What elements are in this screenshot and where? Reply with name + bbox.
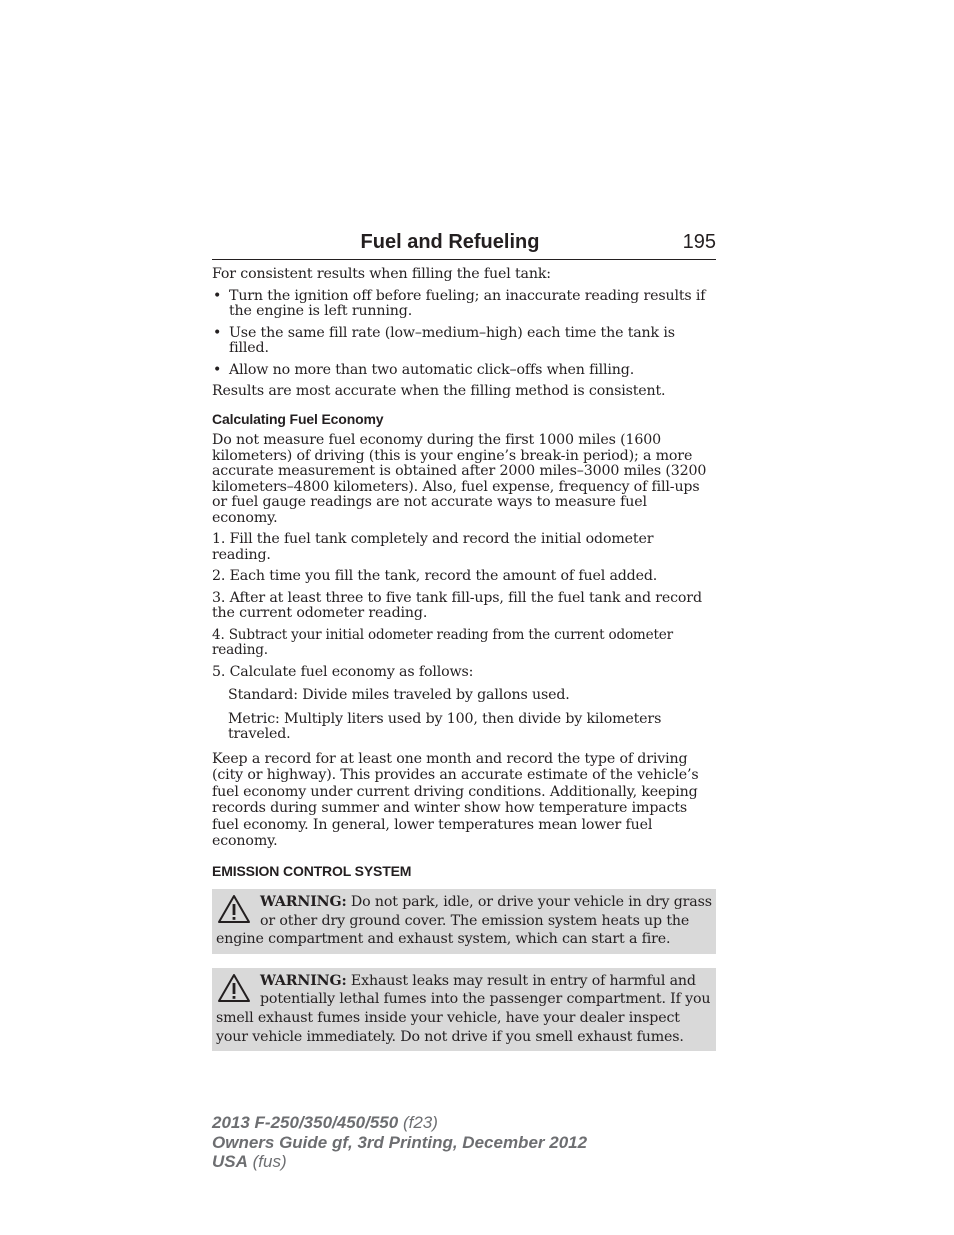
page-body <box>212 267 716 1065</box>
warning-label: WARNING: <box>260 894 347 910</box>
list-item: • Allow no more than two automatic click–offs when filling. <box>212 363 716 379</box>
emission-heading: EMISSION CONTROL SYSTEM <box>212 862 412 879</box>
standard-formula: Standard: Divide miles traveled by gallons used. <box>228 687 570 703</box>
warning-label: WARNING: <box>260 972 347 989</box>
list-item: • Use the same fill rate (low–medium–high) each time the tank is filled. <box>212 326 716 357</box>
footer-market-code: (fus) <box>247 1152 287 1171</box>
step-4: 4. Subtract your initial odometer reading from the current odometer reading. <box>212 626 673 658</box>
footer-model-code: (f23) <box>398 1113 438 1132</box>
page-number: 195 <box>682 231 716 253</box>
page-footer <box>212 1113 587 1172</box>
step-5: 5. Calculate fuel economy as follows: <box>212 663 474 680</box>
bullet-list <box>212 289 716 379</box>
footer-market: USA <box>212 1152 248 1171</box>
step-1: 1. Fill the fuel tank completely and record the initial odometer reading. <box>212 531 654 563</box>
warning-box <box>212 968 716 1051</box>
footer-edition: Owners Guide gf, 3rd Printing, December 2012 <box>212 1132 588 1152</box>
page-header <box>212 229 716 260</box>
step-2: 2. Each time you fill the tank, record the amount of fuel added. <box>212 568 658 584</box>
list-item: • Turn the ignition off before fueling; an inaccurate reading results if the engine is left running. <box>212 289 716 320</box>
warning-triangle-icon <box>217 894 251 924</box>
section-title: Fuel and Refueling <box>360 231 540 253</box>
calc-intro: Do not measure fuel economy during the first 1000 miles (1600 kilometers) of driving (this is your engine’s break-in period); a more accurate measurement is obtained after 2000 miles–3000 miles (3200 kilometers–4800 kilometers). Also, fuel expense, frequency of fill-ups or fuel gauge readings are not accurate ways to measure fuel economy. <box>212 432 707 526</box>
warning-text: Exhaust leaks may result in entry of harmful and potentially lethal fumes into the passenger compartment. If you smell exhaust fumes inside your vehicle, have your dealer inspect your vehicle immediately. Do not drive if you smell exhaust fumes. <box>216 972 711 1045</box>
warning-triangle-icon <box>217 973 251 1003</box>
calc-heading: Calculating Fuel Economy <box>212 410 384 427</box>
metric-formula: Metric: Multiply liters used by 100, then divide by kilometers traveled. <box>228 710 662 742</box>
record-note: Keep a record for at least one month and record the type of driving (city or highway). This provides an accurate estimate of the vehicle’s fuel economy under current driving conditions. Additionally, keeping records during summer and winter show how temperature impacts fuel economy. In general, lower temperatures mean lower fuel economy. <box>212 750 699 849</box>
warning-box <box>212 889 716 954</box>
footer-model: 2013 F-250/350/450/550 <box>212 1113 399 1132</box>
results-note: Results are most accurate when the filling method is consistent. <box>212 383 666 399</box>
step-3: 3. After at least three to five tank fill-ups, fill the fuel tank and record the current odometer reading. <box>212 589 702 621</box>
intro-text: For consistent results when filling the fuel tank: <box>212 266 551 282</box>
warning-text: Do not park, idle, or drive your vehicle in dry grass or other dry ground cover. The emission system heats up the engine compartment and exhaust system, which can start a fire. <box>216 894 712 948</box>
